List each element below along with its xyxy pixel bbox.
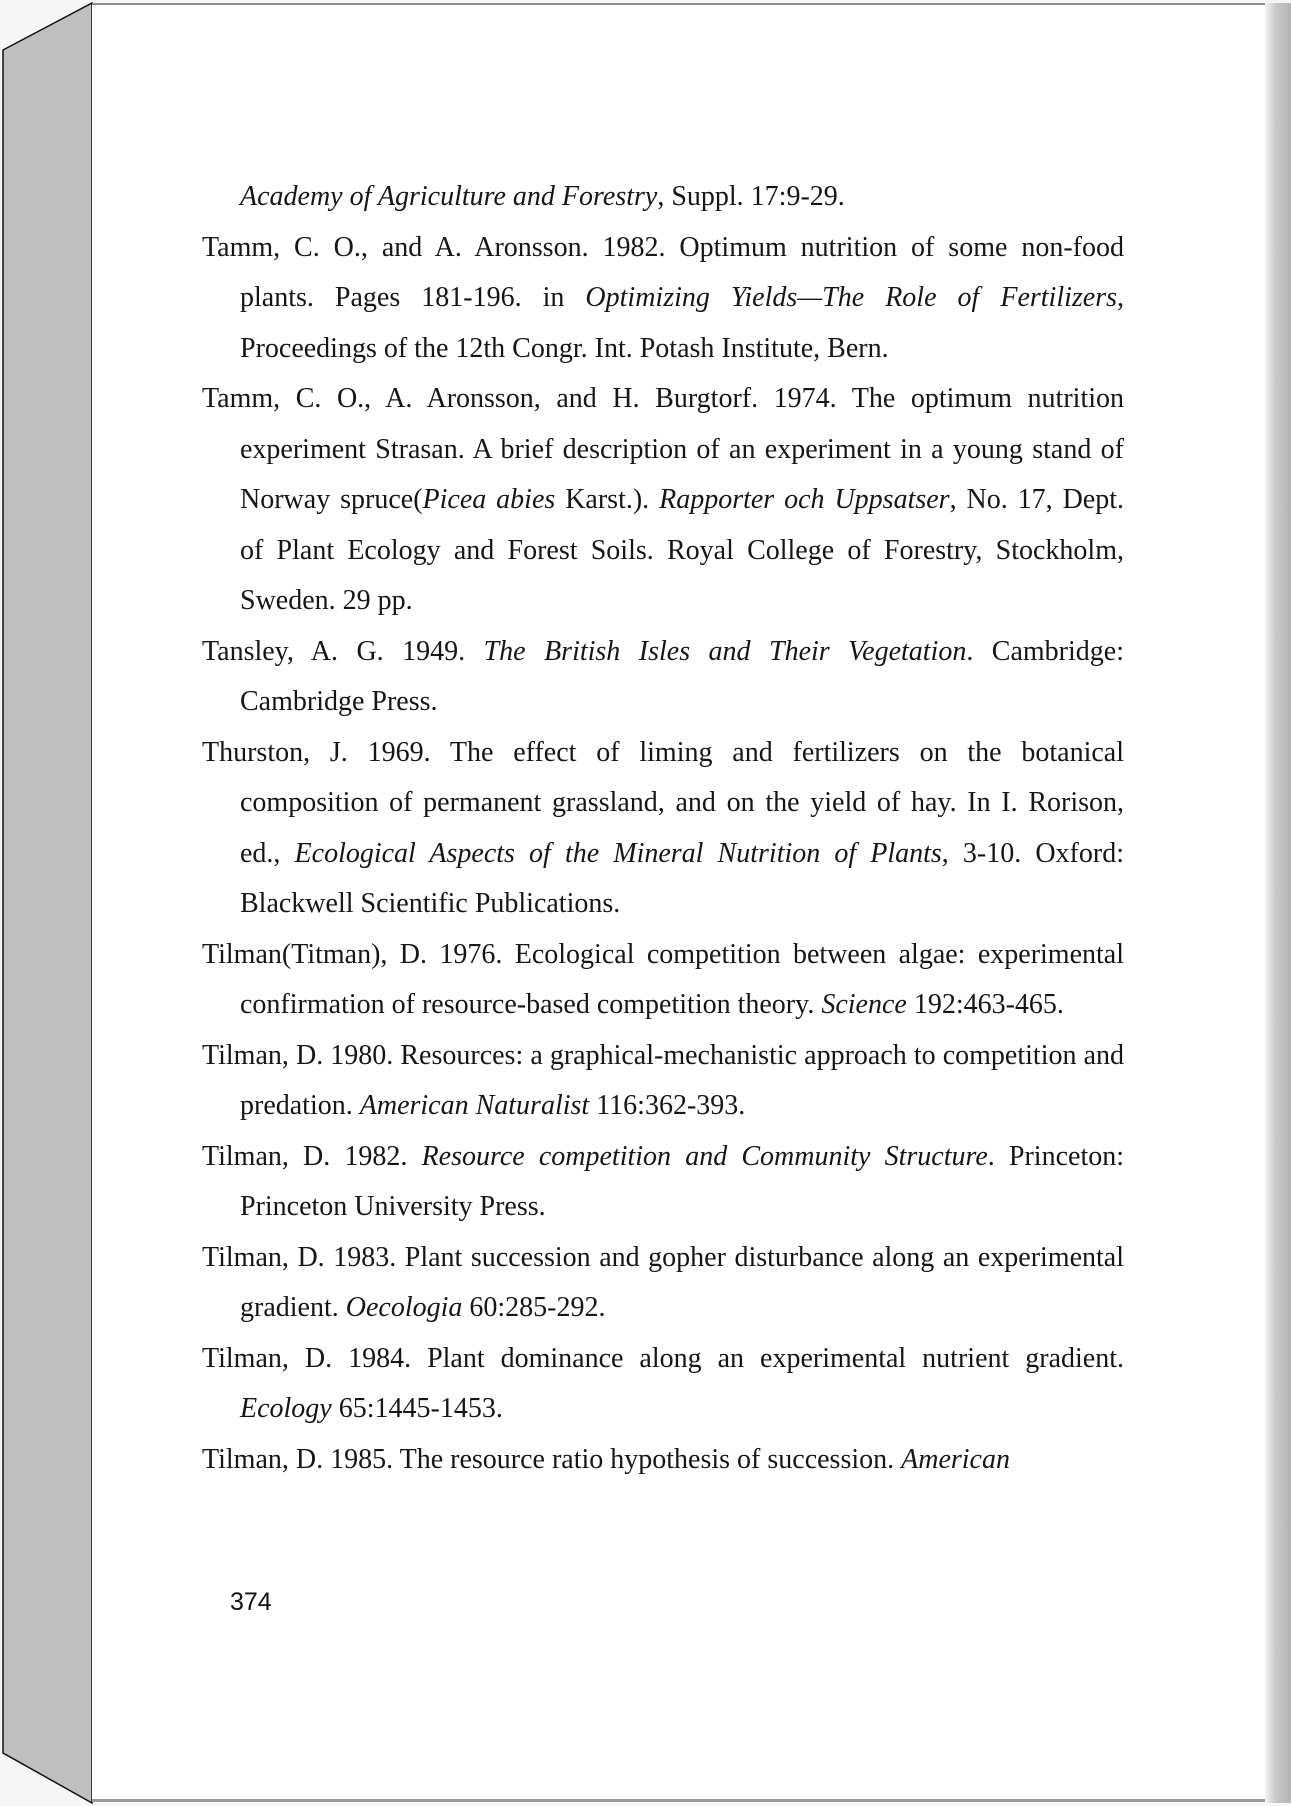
reference-title-italic: Oecologia <box>345 1292 463 1323</box>
reference-list <box>202 172 1124 1485</box>
reference-title-italic: American <box>901 1443 1010 1475</box>
reference-text: Tamm, C. O., and A. Aronsson. 1982. Optimum nutrition of some non-food plants. Pages 181-196. in <box>202 231 1124 313</box>
reference-entry <box>202 1031 1124 1132</box>
reference-entry <box>202 627 1124 728</box>
page-edge-shadow <box>1265 3 1291 1803</box>
reference-title-italic: The British Isles and Their Vegetation <box>483 635 967 667</box>
reference-text: Tansley, A. G. 1949. <box>202 635 484 667</box>
reference-entry <box>202 1334 1124 1435</box>
reference-text: Tilman, D. 1985. The resource ratio hypothesis of succession. <box>202 1443 902 1475</box>
reference-title-italic: Academy of Agriculture and Forestry <box>240 181 658 212</box>
reference-text: Tilman, D. 1983. Plant succession and gopher disturbance along an experimental gradient. <box>202 1241 1124 1323</box>
reference-entry <box>202 172 1124 223</box>
reference-entry <box>202 1233 1124 1334</box>
reference-entry <box>202 223 1124 375</box>
reference-text: . Cambridge: Cambridge Press. <box>240 635 1124 717</box>
reference-text: Tilman, D. 1984. Plant dominance along an experimental nutrient gradient. <box>202 1342 1124 1374</box>
reference-text: Tilman, D. 1980. Resources: a graphical-mechanistic approach to competition and predation. <box>202 1039 1124 1121</box>
reference-text: , Proceedings of the 12th Congr. Int. Potash Institute, Bern. <box>240 282 1125 364</box>
reference-entry <box>202 1435 1124 1486</box>
reference-text: Tilman, D. 1982. <box>202 1140 422 1172</box>
reference-entry <box>202 1132 1124 1233</box>
reference-text: 192:463-465. <box>906 989 1064 1020</box>
reference-entry <box>202 930 1124 1031</box>
reference-title-italic: American Naturalist <box>359 1090 590 1121</box>
reference-text: Tilman(Titman), D. 1976. Ecological competition between algae: experimental confirmation of resource-based competition theory. <box>202 938 1124 1020</box>
reference-text: Tamm, C. O., A. Aronsson, and H. Burgtorf. 1974. The optimum nutrition experiment Strasan. A brief description of an experiment in a young stand of Norway spruce( <box>202 383 1124 515</box>
reference-entry <box>202 728 1124 930</box>
reference-text: 65:1445-1453. <box>331 1393 503 1424</box>
reference-text: , 3-10. Oxford: Blackwell Scientific Publications. <box>240 837 1124 919</box>
reference-title-italic: Ecology <box>240 1393 332 1424</box>
reference-title-italic: Science <box>821 989 907 1020</box>
reference-title-italic: Ecological Aspects of the Mineral Nutrition of Plants <box>294 837 942 869</box>
reference-title-italic: Resource competition and Community Structure <box>421 1140 988 1172</box>
reference-text: , No. 17, Dept. of Plant Ecology and Forest Soils. Royal College of Forestry, Stockholm, Sweden. 29 pp. <box>240 484 1124 616</box>
reference-text: , Suppl. 17:9-29. <box>657 181 845 212</box>
reference-entry <box>202 374 1124 627</box>
reference-title-italic: Picea abies <box>422 484 556 515</box>
reference-text: . Princeton: Princeton University Press. <box>240 1140 1125 1222</box>
reference-text: 116:362-393. <box>589 1090 746 1121</box>
reference-title-italic: Rapporter och Uppsatser <box>659 484 950 515</box>
page-number: 374 <box>230 1588 272 1616</box>
reference-text: 60:285-292. <box>462 1292 606 1323</box>
reference-text: Thurston, J. 1969. The effect of liming and fertilizers on the botanical composition of permanent grassland, and on the yield of hay. In I. Rorison, ed., <box>202 736 1124 869</box>
reference-title-italic: Optimizing Yields—The Role of Fertilizers <box>585 282 1118 313</box>
reference-text: Karst.). <box>555 484 660 515</box>
